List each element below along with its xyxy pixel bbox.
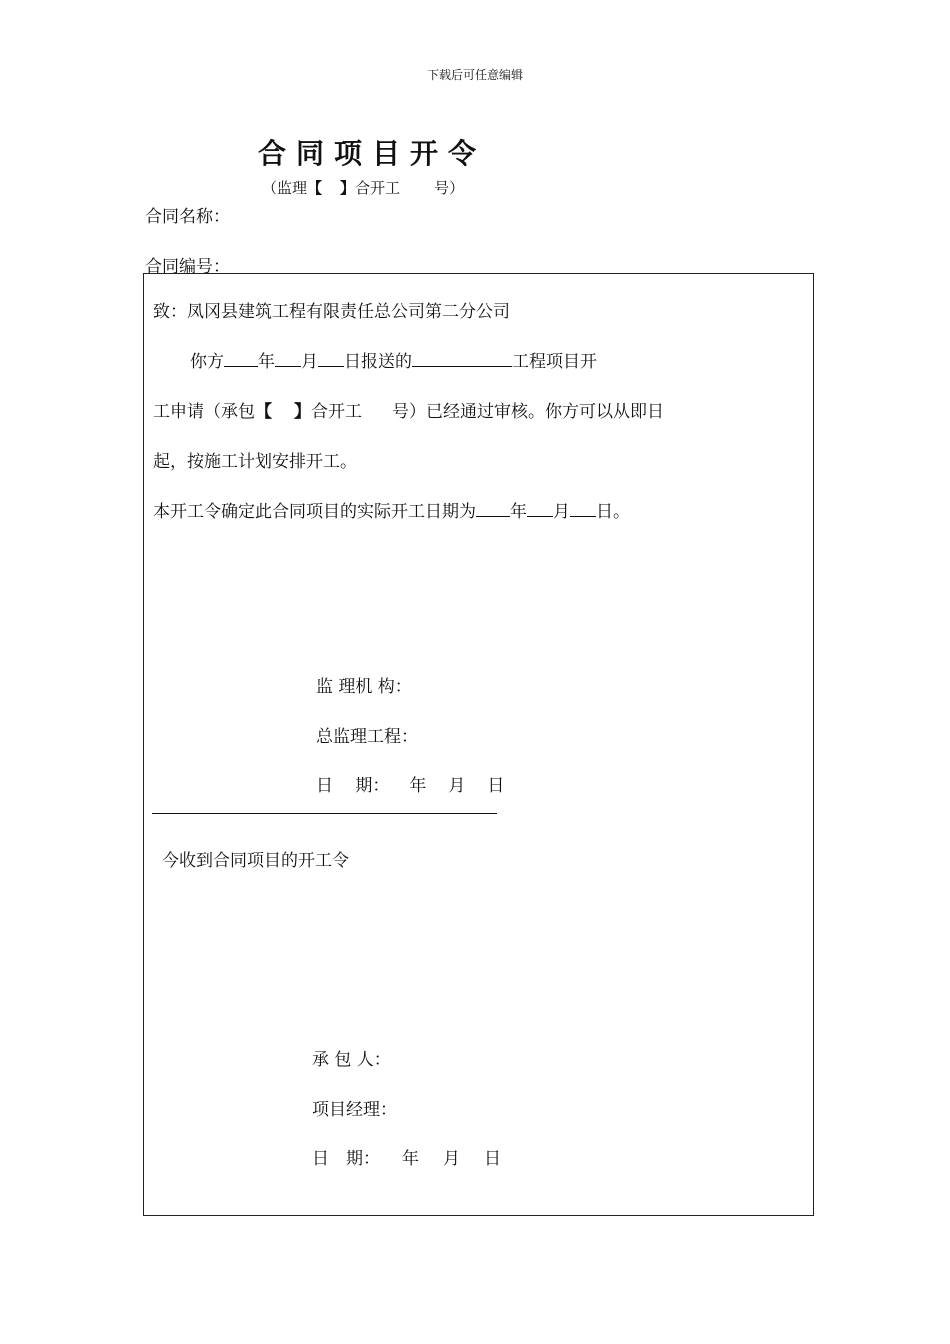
month-blank bbox=[275, 348, 301, 367]
receipt-text: 今收到合同项目的开工令 bbox=[162, 851, 349, 871]
notice-paragraph-4 bbox=[153, 497, 630, 522]
notice-recipient: 致：凤冈县建筑工程有限责任总公司第二分公司 bbox=[153, 302, 510, 322]
header-note: 下载后可任意编辑 bbox=[426, 68, 523, 82]
contractor-date-line bbox=[312, 1144, 501, 1169]
supervisor-month: 月 bbox=[448, 776, 466, 796]
section-divider bbox=[152, 813, 497, 814]
notice-paragraph-1 bbox=[190, 347, 597, 372]
p2-text-b: 合开工 bbox=[311, 402, 362, 422]
contract-number-label: 合同编号： bbox=[145, 257, 230, 277]
contractor-date-label: 日 期： bbox=[312, 1149, 380, 1169]
notice-paragraph-3: 起，按施工计划安排开工。 bbox=[153, 452, 357, 472]
subtitle-middle: 合开工 bbox=[355, 179, 401, 197]
document-number-line bbox=[262, 177, 464, 198]
page-title: 合同项目开令 bbox=[258, 137, 487, 170]
p1-project: 工程项目开 bbox=[512, 352, 597, 372]
year-blank bbox=[224, 348, 258, 367]
chief-supervisor-label: 总监理工程： bbox=[316, 727, 418, 747]
day-blank bbox=[318, 348, 344, 367]
supervisor-date-line bbox=[316, 771, 504, 796]
start-month-blank bbox=[527, 498, 553, 517]
supervisor-day: 日 bbox=[487, 776, 505, 796]
p4-month: 月 bbox=[553, 502, 570, 522]
start-year-blank bbox=[476, 498, 510, 517]
contractor-year: 年 bbox=[402, 1149, 419, 1169]
p4-year: 年 bbox=[510, 502, 527, 522]
subtitle-close-paren: ） bbox=[449, 179, 465, 197]
p2-bracket-close: 】 bbox=[294, 402, 311, 422]
subtitle-bracket-open: 【 bbox=[307, 179, 323, 197]
contractor-day: 日 bbox=[484, 1149, 501, 1169]
contractor-month: 月 bbox=[443, 1149, 460, 1169]
p1-year: 年 bbox=[258, 352, 275, 372]
subtitle-bracket-close: 】 bbox=[340, 179, 356, 197]
p1-text-a: 你方 bbox=[190, 352, 224, 372]
p2-text-a: 工申请（承包 bbox=[153, 402, 255, 422]
p1-day-sent: 日报送的 bbox=[344, 352, 412, 372]
project-name-blank bbox=[412, 348, 512, 367]
p4-text-a: 本开工令确定此合同项目的实际开工日期为 bbox=[153, 502, 476, 522]
p2-bracket-open: 【 bbox=[255, 402, 272, 422]
supervisor-date-label: 日 期： bbox=[316, 776, 390, 796]
p4-day: 日。 bbox=[596, 502, 630, 522]
project-manager-label: 项目经理： bbox=[312, 1100, 397, 1120]
supervisor-org-label: 监 理机 构： bbox=[316, 677, 412, 697]
p1-month: 月 bbox=[301, 352, 318, 372]
p2-text-c: 号）已经通过审核。你方可以从即日 bbox=[392, 402, 664, 422]
notice-paragraph-2 bbox=[153, 397, 664, 422]
subtitle-prefix: 监理 bbox=[277, 179, 308, 197]
contractor-label: 承 包 人： bbox=[312, 1050, 391, 1070]
subtitle-open-paren: （ bbox=[262, 179, 278, 197]
subtitle-suffix: 号 bbox=[434, 179, 450, 197]
start-day-blank bbox=[570, 498, 596, 517]
contract-name-label: 合同名称： bbox=[145, 207, 230, 227]
supervisor-year: 年 bbox=[409, 776, 427, 796]
